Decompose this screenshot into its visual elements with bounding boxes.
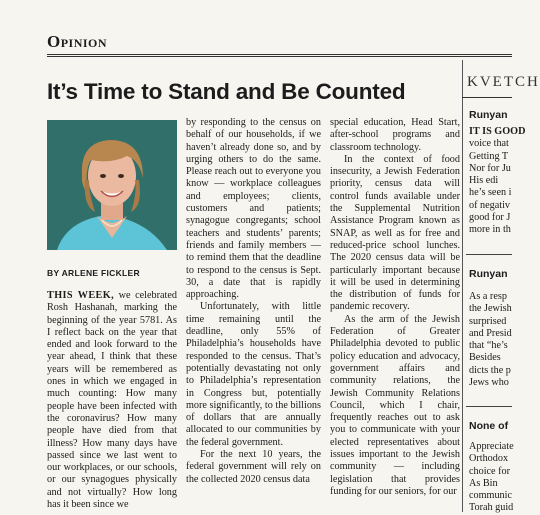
paragraph: special education, Head Start, after-school programs and classroom technology. [330,117,460,153]
sidebar-line: Torah guid [469,502,514,514]
byline: BY ARLENE FICKLER [47,268,140,278]
section-label: Opinion [47,32,108,51]
sidebar-line: As Bin [469,477,498,489]
paragraph-text: we celebrated Rosh Hashanah, marking the beginning of the year 5781. As I reflect back on the year that ended and look forward to the year ahead, I think that these years will be remembered as ones in which we engaged in much counting: How many people have been infected with the coronavirus? How many people have died from that illness? How many days have passed since we last went to our workplaces, or our schools, or our synagogues physically and not virtually? How long has it been since we [47,290,177,511]
sidebar-line: Appreciate [469,441,514,452]
sidebar-line: As a resp [469,291,507,302]
paragraph: As the arm of the Jewish Federation of Greater Philadelphia devoted to public policy education and advocacy, government affairs and community relations, the Jewish Community Relations Council, which I chair, frequently reaches out to ask you to communicate with your elected representatives about issues important to the Jewish community — including legislation that provides funding for our seniors, for our [330,313,460,497]
article-column-1 [47,290,177,511]
sidebar-masthead-rule [462,97,512,98]
headline: It’s Time to Stand and Be Counted [47,79,406,104]
sidebar-line: the Jewish [469,303,512,315]
paragraph: Unfortunately, with little time remaining until the deadline, only 55% of Philadelphia’s households have responded to the census. That’s potentially devastating not only to Philadelphia’s representation in Congress but, potentially more significantly, to the billions of dollars that are annually allocated to our communities by the federal government. [186,301,321,448]
sidebar-masthead: KVETCH [467,74,540,90]
sidebar-line: voice that [469,138,509,150]
sidebar-rule [466,406,512,407]
sidebar-line: Jews who [469,377,509,389]
sidebar-line: Nor for Ju [469,162,511,174]
sidebar-line: dicts the p [469,364,511,376]
article-column-3 [330,117,460,498]
paragraph [47,290,177,511]
sidebar-line: that “he’s [469,340,508,352]
lead-in: THIS WEEK, [47,290,115,301]
author-photo [47,120,177,250]
paragraph: For the next 10 years, the federal government will rely on the collected 2020 census data [186,449,321,485]
sidebar-line: he’s seen i [469,187,512,199]
sidebar-item-3-text [469,441,512,515]
sidebar-item-1-heading: Runyan [469,109,508,121]
header-rule [47,54,512,55]
paragraph: In the context of food insecurity, a Jewish Federation priority, census data will control funds available under the Supplemental Nutrition Assistance Program known as SNAP, as well as for free and reduced-price school lunches. The 2020 census data will be particularly important because it will be used in determining the distribution of funds for pandemic recovery. [330,153,460,313]
header-rule-secondary [47,56,512,57]
sidebar-line: communic [469,490,513,502]
paragraph: by responding to the census on behalf of our households, if we haven’t already done so, and by urging others to do the same. Please reach out to everyone you know — workplace colleagues and employees; clients, customers and patients; synagogue congregants; school teachers and students’ parents; friends and family members — to remind them that the deadline to respond to the census is Sept. 30, a date that is rapidly approaching. [186,117,321,301]
sidebar-line: good for J [469,212,511,224]
sidebar-line: Getting T [469,150,509,162]
sidebar-item-1-text [469,126,526,237]
sidebar-line: Besides [469,352,501,364]
sidebar-item-2-text [469,291,512,389]
sidebar-line: His edi [469,175,499,187]
sidebar-item-2-heading: Runyan [469,268,508,280]
sidebar-line: IT IS GOOD [469,126,526,137]
article-column-2 [186,117,321,486]
sidebar-divider [462,60,463,512]
sidebar-line: surprised [469,315,507,327]
sidebar-line: and Presid [469,327,512,339]
sidebar-line: of negativ [469,199,511,211]
sidebar-line: Orthodox [469,453,509,465]
sidebar-line: more in th [469,224,511,236]
sidebar-item-3-heading: None of [469,420,509,432]
sidebar-rule [466,254,512,255]
sidebar-line: choice for [469,465,511,477]
